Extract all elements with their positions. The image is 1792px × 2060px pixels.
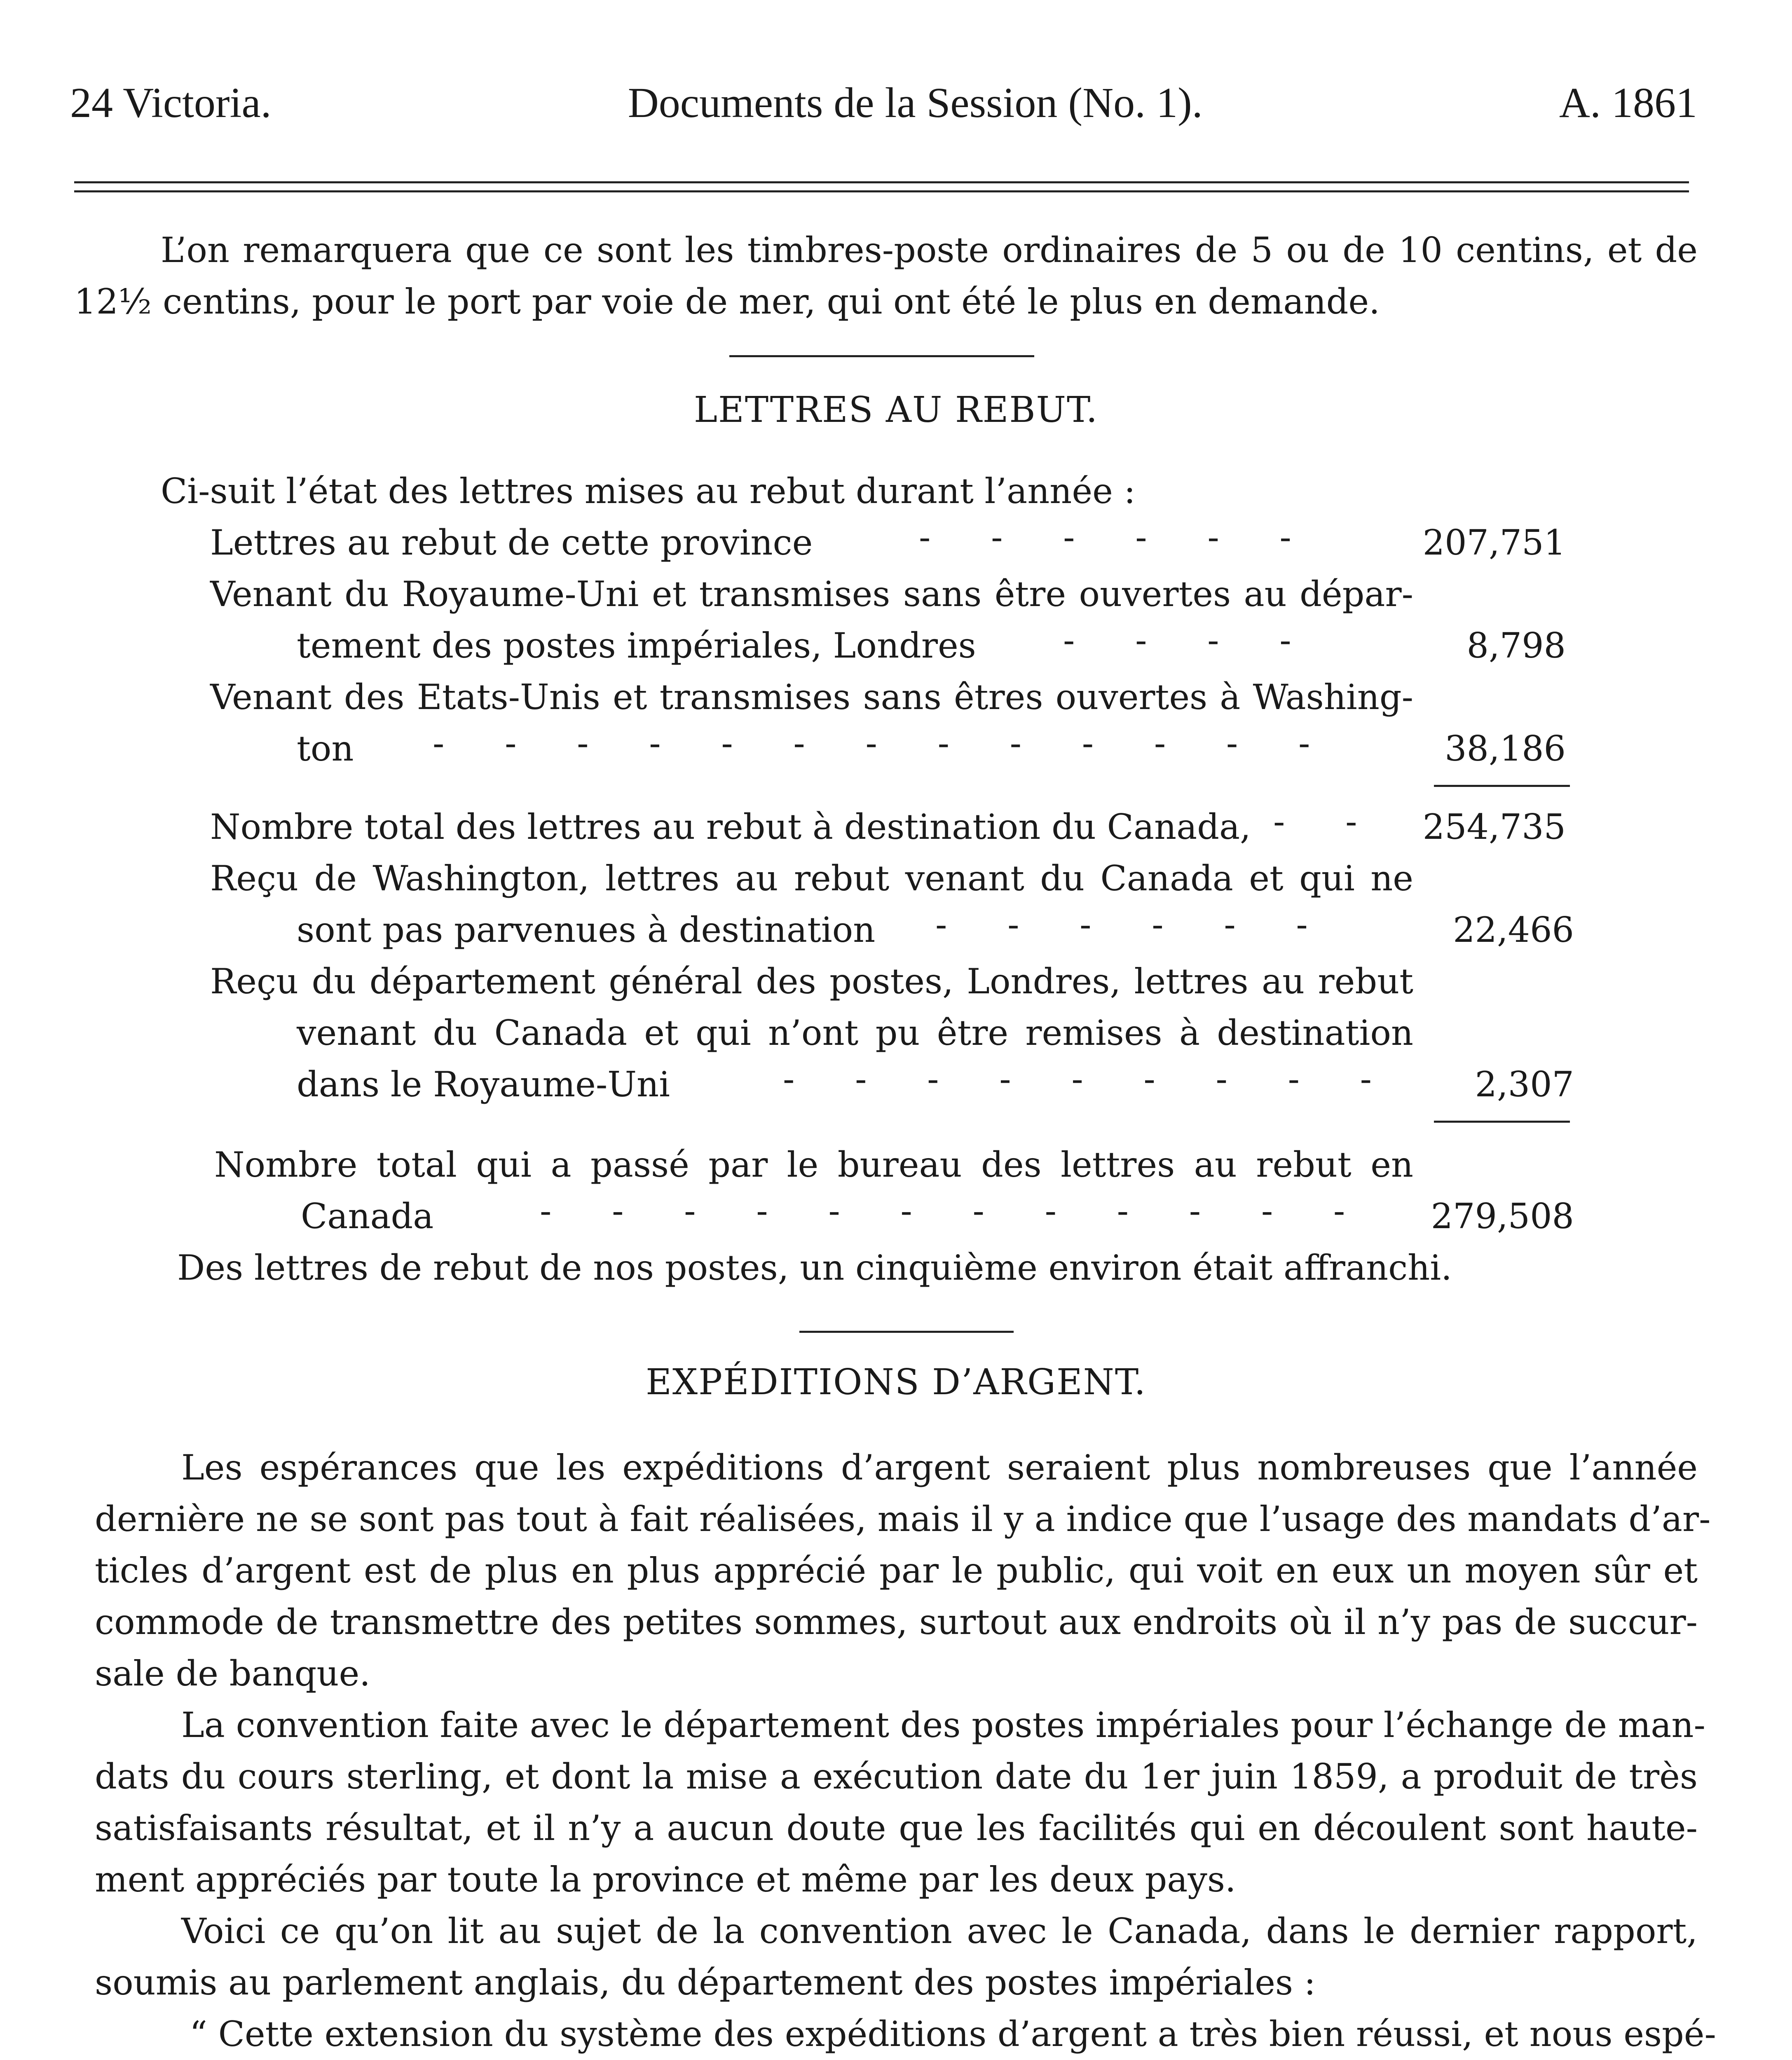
mo-quote-line-1: “ Cette extension du système des expéditions d’argent a très bien réussi, et nous espé- — [190, 2014, 1716, 2054]
mo-p2-line-1: La convention faite avec le département des postes impériales pour l’échange de man- — [181, 1705, 1705, 1745]
dead-letters-title: LETTRES AU REBUT. — [693, 389, 1099, 431]
mo-p1-line-1: Les espérances que les expéditions d’argent seraient plus nombreuses que l’année — [181, 1447, 1698, 1488]
row-province-value: 207,751 — [1422, 522, 1566, 563]
row-us-leader: - - - - - - - - - - - - - — [433, 723, 1335, 763]
received-washington-value: 22,466 — [1453, 910, 1574, 950]
mo-p3-line-1: Voici ce qu’on lit au sujet de la convention avec le Canada, dans le dernier rapport, — [181, 1911, 1698, 1951]
total-canada-leader: - - — [1273, 801, 1382, 842]
mo-p1-line-2: dernière ne se sont pas tout à fait réalisées, mais il y a indice que l’usage des mandats d’ar- — [95, 1499, 1711, 1539]
row-uk-label: Venant du Royaume-Uni et transmises sans être ouvertes au dépar- — [210, 574, 1413, 614]
header-rule-bottom — [74, 190, 1689, 192]
received-london-leader: - - - - - - - - - — [783, 1059, 1397, 1099]
row-uk-value: 8,798 — [1466, 625, 1566, 666]
header-regnal-year: 24 Victoria. — [70, 79, 272, 126]
received-washington-label-cont: sont pas parvenues à destination — [297, 910, 876, 950]
header-title: Documents de la Session (No. 1). — [628, 79, 1203, 126]
section-divider — [729, 355, 1034, 357]
total-canada-label: Nombre total des lettres au rebut à destination du Canada, — [210, 807, 1251, 847]
intro-line-1: L’on remarquera que ce sont les timbres-poste ordinaires de 5 ou de 10 centins, et de — [161, 230, 1698, 270]
grand-total-leader: - - - - - - - - - - - - — [540, 1191, 1370, 1231]
grand-total-label-cont: Canada — [301, 1196, 434, 1236]
mo-p1-line-3: ticles d’argent est de plus en plus apprécié par le public, qui voit en eux un moyen sûr et — [95, 1550, 1698, 1591]
row-uk-leader: - - - - — [1063, 620, 1316, 660]
header-rule-top — [74, 181, 1689, 183]
money-orders-title: EXPÉDITIONS D’ARGENT. — [646, 1362, 1146, 1403]
row-us-label: Venant des Etats-Unis et transmises sans êtres ouvertes à Washing- — [210, 677, 1413, 717]
received-london-value: 2,307 — [1475, 1064, 1574, 1105]
received-washington-leader: - - - - - - — [935, 904, 1333, 945]
mo-p2-line-3: satisfaisants résultat, et il n’y a aucun doute que les facilités qui en découlent sont haute- — [95, 1808, 1698, 1848]
mo-p3-line-2: soumis au parlement anglais, du département des postes impériales : — [95, 1962, 1316, 2003]
grand-total-label: Nombre total qui a passé par le bureau des lettres au rebut en — [214, 1145, 1413, 1185]
mo-p2-line-2: dats du cours sterling, et dont la mise a exécution date du 1er juin 1859, a produit de très — [95, 1756, 1698, 1797]
received-london-label-cont: venant du Canada et qui n’ont pu être remises à destination — [297, 1013, 1413, 1053]
received-washington-label: Reçu de Washington, lettres au rebut venant du Canada et qui ne — [210, 858, 1413, 899]
header-year: A. 1861 — [1559, 79, 1697, 126]
row-uk-label-cont: tement des postes impériales, Londres — [297, 625, 976, 666]
grand-total-value: 279,508 — [1431, 1196, 1574, 1236]
subtotal-rule-2 — [1434, 1121, 1570, 1123]
mo-p2-line-4: ment appréciés par toute la province et même par les deux pays. — [95, 1859, 1236, 1900]
dead-letters-note: Des lettres de rebut de nos postes, un cinquième environ était affranchi. — [177, 1248, 1452, 1288]
received-london-label-cont-2: dans le Royaume-Uni — [297, 1064, 670, 1105]
total-canada-value: 254,735 — [1422, 807, 1566, 847]
intro-line-2: 12½ centins, pour le port par voie de mer, qui ont été le plus en demande. — [74, 281, 1380, 322]
mo-p1-line-4: commode de transmettre des petites sommes, surtout aux endroits où il n’y pas de succur- — [95, 1602, 1698, 1642]
mo-p1-line-5: sale de banque. — [95, 1653, 370, 1694]
dead-letters-intro: Ci-suit l’état des lettres mises au rebut durant l’année : — [161, 471, 1136, 511]
row-province-leader: - - - - - - — [919, 517, 1316, 557]
section-divider-2 — [799, 1331, 1014, 1333]
running-header — [70, 78, 1697, 136]
row-us-label-cont: ton — [297, 728, 354, 769]
row-province-label: Lettres au rebut de cette province — [210, 522, 813, 563]
received-london-label: Reçu du département général des postes, Londres, lettres au rebut — [210, 961, 1413, 1002]
subtotal-rule-1 — [1434, 785, 1570, 787]
row-us-value: 38,186 — [1445, 728, 1566, 769]
